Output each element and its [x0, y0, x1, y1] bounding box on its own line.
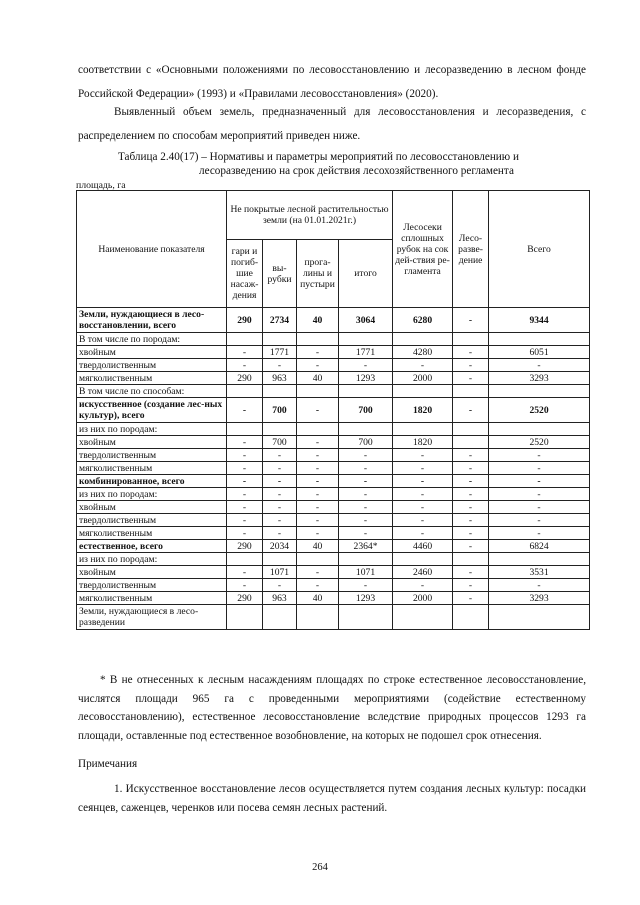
- cell-burnt: 290: [227, 372, 263, 385]
- cell-glades: -: [297, 566, 339, 579]
- cell-clearcuts: -: [393, 359, 453, 372]
- cell-subtotal: 1071: [339, 566, 393, 579]
- cell-subtotal: -: [339, 359, 393, 372]
- cell-glades: 40: [297, 308, 339, 333]
- cell-cuts: [263, 423, 297, 436]
- cell-total: -: [489, 579, 590, 592]
- cell-clearcuts: 4280: [393, 346, 453, 359]
- cell-glades: [297, 605, 339, 630]
- cell-total: 2520: [489, 436, 590, 449]
- cell-total: [489, 605, 590, 630]
- table-caption-line-2: лесоразведению на срок действия лесохозяйственного регламента: [199, 165, 514, 177]
- cell-cuts: [263, 385, 297, 398]
- notes-heading: Примечания: [78, 758, 138, 770]
- cell-subtotal: [339, 333, 393, 346]
- header-burnt: гари и погиб-шие насаж-дения: [227, 240, 263, 308]
- header-total-all: Всего: [489, 191, 590, 308]
- cell-total: [489, 553, 590, 566]
- cell-cuts: -: [263, 488, 297, 501]
- cell-clearcuts: 4460: [393, 540, 453, 553]
- cell-subtotal: [339, 385, 393, 398]
- page-number: 264: [312, 862, 328, 873]
- cell-total: -: [489, 488, 590, 501]
- cell-forest-development: -: [453, 346, 489, 359]
- table-row: [77, 436, 590, 449]
- cell-total: -: [489, 449, 590, 462]
- cell-forest-development: -: [453, 514, 489, 527]
- cell-subtotal: 700: [339, 436, 393, 449]
- table-row: [77, 359, 590, 372]
- cell-subtotal: -: [339, 579, 393, 592]
- cell-clearcuts: 2000: [393, 592, 453, 605]
- cell-burnt: [227, 605, 263, 630]
- row-label: естественное, всего: [77, 540, 227, 553]
- cell-clearcuts: 2460: [393, 566, 453, 579]
- cell-forest-development: -: [453, 372, 489, 385]
- cell-cuts: -: [263, 462, 297, 475]
- cell-clearcuts: 1820: [393, 398, 453, 423]
- cell-cuts: 1071: [263, 566, 297, 579]
- cell-total: 3293: [489, 372, 590, 385]
- cell-forest-development: -: [453, 398, 489, 423]
- cell-subtotal: 3064: [339, 308, 393, 333]
- cell-subtotal: -: [339, 462, 393, 475]
- cell-clearcuts: [393, 385, 453, 398]
- header-name: Наименование показателя: [77, 191, 227, 308]
- cell-forest-development: -: [453, 527, 489, 540]
- cell-glades: 40: [297, 540, 339, 553]
- cell-subtotal: [339, 423, 393, 436]
- row-label: твердолиственным: [77, 359, 227, 372]
- cell-forest-development: [453, 553, 489, 566]
- table-row: [77, 346, 590, 359]
- cell-total: 9344: [489, 308, 590, 333]
- cell-cuts: 963: [263, 592, 297, 605]
- table-row: [77, 372, 590, 385]
- cell-total: -: [489, 462, 590, 475]
- row-label: мягколиственным: [77, 592, 227, 605]
- cell-total: [489, 333, 590, 346]
- cell-clearcuts: -: [393, 501, 453, 514]
- header-group: Не покрытые лесной растительностью земли (на 01.01.2021г.): [227, 191, 393, 240]
- cell-burnt: -: [227, 436, 263, 449]
- cell-burnt: -: [227, 514, 263, 527]
- row-label: твердолиственным: [77, 514, 227, 527]
- cell-glades: -: [297, 488, 339, 501]
- cell-subtotal: -: [339, 527, 393, 540]
- cell-total: -: [489, 359, 590, 372]
- cell-cuts: 2034: [263, 540, 297, 553]
- cell-forest-development: -: [453, 462, 489, 475]
- row-label: В том числе по способам:: [77, 385, 227, 398]
- table-row: [77, 605, 590, 630]
- cell-burnt: 290: [227, 308, 263, 333]
- cell-total: -: [489, 527, 590, 540]
- cell-glades: [297, 553, 339, 566]
- cell-glades: -: [297, 359, 339, 372]
- cell-cuts: [263, 553, 297, 566]
- cell-cuts: -: [263, 579, 297, 592]
- cell-burnt: -: [227, 579, 263, 592]
- cell-glades: -: [297, 398, 339, 423]
- row-label: из них по породам:: [77, 488, 227, 501]
- cell-glades: 40: [297, 592, 339, 605]
- cell-clearcuts: -: [393, 579, 453, 592]
- cell-forest-development: [453, 605, 489, 630]
- cell-forest-development: [453, 436, 489, 449]
- cell-clearcuts: 2000: [393, 372, 453, 385]
- table-caption-line-1: Таблица 2.40(17) – Нормативы и параметры мероприятий по лесовосстановлению и: [118, 151, 519, 163]
- cell-forest-development: -: [453, 592, 489, 605]
- cell-clearcuts: [393, 333, 453, 346]
- cell-glades: -: [297, 462, 339, 475]
- cell-subtotal: [339, 605, 393, 630]
- header-subtotal: итого: [339, 240, 393, 308]
- cell-cuts: -: [263, 475, 297, 488]
- table-row: [77, 308, 590, 333]
- cell-cuts: -: [263, 449, 297, 462]
- table-row: [77, 540, 590, 553]
- cell-burnt: -: [227, 398, 263, 423]
- row-label: из них по породам:: [77, 553, 227, 566]
- cell-cuts: -: [263, 359, 297, 372]
- cell-clearcuts: [393, 423, 453, 436]
- cell-burnt: -: [227, 566, 263, 579]
- cell-subtotal: -: [339, 488, 393, 501]
- cell-cuts: -: [263, 527, 297, 540]
- cell-glades: -: [297, 501, 339, 514]
- cell-subtotal: -: [339, 449, 393, 462]
- header-forest-development: Лесо-разве-дение: [453, 191, 489, 308]
- row-label: твердолиственным: [77, 449, 227, 462]
- table-row: [77, 488, 590, 501]
- cell-subtotal: -: [339, 475, 393, 488]
- table-row: [77, 592, 590, 605]
- cell-glades: [297, 423, 339, 436]
- cell-burnt: -: [227, 527, 263, 540]
- cell-total: [489, 385, 590, 398]
- cell-clearcuts: -: [393, 514, 453, 527]
- cell-burnt: [227, 553, 263, 566]
- cell-total: -: [489, 514, 590, 527]
- cell-cuts: 700: [263, 398, 297, 423]
- table-row: [77, 333, 590, 346]
- header-cuts: вы-рубки: [263, 240, 297, 308]
- cell-subtotal: [339, 553, 393, 566]
- cell-subtotal: 1771: [339, 346, 393, 359]
- cell-burnt: -: [227, 462, 263, 475]
- table-row: [77, 398, 590, 423]
- cell-burnt: -: [227, 449, 263, 462]
- cell-clearcuts: -: [393, 488, 453, 501]
- cell-cuts: [263, 333, 297, 346]
- cell-glades: [297, 385, 339, 398]
- table-caption: [118, 150, 519, 178]
- cell-glades: -: [297, 449, 339, 462]
- cell-clearcuts: -: [393, 475, 453, 488]
- cell-burnt: 290: [227, 592, 263, 605]
- cell-forest-development: -: [453, 501, 489, 514]
- cell-total: -: [489, 475, 590, 488]
- cell-glades: -: [297, 475, 339, 488]
- table-row: [77, 423, 590, 436]
- note-1: 1. Искусственное восстановление лесов осуществляется путем создания лесных культур: посадки сеянцев, саженцев, черенков или посева семян лесных растений.: [78, 783, 586, 814]
- header-clearcuts: Лесосеки сплошных рубок на сок дей-ствия ре-гламента: [393, 191, 453, 308]
- cell-subtotal: -: [339, 501, 393, 514]
- table-row: [77, 385, 590, 398]
- row-label: хвойным: [77, 501, 227, 514]
- table-row: [77, 449, 590, 462]
- cell-forest-development: -: [453, 488, 489, 501]
- cell-burnt: -: [227, 359, 263, 372]
- cell-forest-development: -: [453, 308, 489, 333]
- cell-forest-development: -: [453, 475, 489, 488]
- cell-glades: -: [297, 527, 339, 540]
- row-label: Земли, нуждающиеся в лесо-восстановлении, всего: [77, 308, 227, 333]
- table-unit: площадь, га: [76, 180, 126, 191]
- cell-glades: 40: [297, 372, 339, 385]
- cell-forest-development: -: [453, 449, 489, 462]
- header-glades: прога-лины и пустыри: [297, 240, 339, 308]
- table-row: [77, 579, 590, 592]
- cell-clearcuts: -: [393, 449, 453, 462]
- cell-cuts: 2734: [263, 308, 297, 333]
- cell-burnt: [227, 423, 263, 436]
- table-row: [77, 553, 590, 566]
- cell-forest-development: -: [453, 359, 489, 372]
- cell-forest-development: [453, 423, 489, 436]
- cell-cuts: 1771: [263, 346, 297, 359]
- cell-subtotal: -: [339, 514, 393, 527]
- cell-clearcuts: -: [393, 527, 453, 540]
- cell-cuts: 700: [263, 436, 297, 449]
- cell-clearcuts: 1820: [393, 436, 453, 449]
- body-paragraph-2: Выявленный объем земель, предназначенный для лесовосстановления и лесоразведения, с распределением по способам мероприятий приведен ниже.: [78, 106, 586, 142]
- cell-clearcuts: -: [393, 462, 453, 475]
- cell-total: 3531: [489, 566, 590, 579]
- row-label: мягколиственным: [77, 462, 227, 475]
- row-label: хвойным: [77, 346, 227, 359]
- norms-table: [76, 190, 590, 630]
- row-label: твердолиственным: [77, 579, 227, 592]
- body-paragraph-1: соответствии с «Основными положениями по лесовосстановлению и лесоразведению в лесном фонде Российской Федерации» (1993) и «Правилами лесовосстановления» (2020).: [78, 64, 586, 100]
- cell-forest-development: -: [453, 540, 489, 553]
- cell-glades: -: [297, 514, 339, 527]
- row-label: из них по породам:: [77, 423, 227, 436]
- cell-total: -: [489, 501, 590, 514]
- cell-burnt: 290: [227, 540, 263, 553]
- row-label: Земли, нуждающиеся в лесо-разведении: [77, 605, 227, 630]
- cell-forest-development: [453, 385, 489, 398]
- row-label: хвойным: [77, 566, 227, 579]
- cell-burnt: -: [227, 346, 263, 359]
- row-label: мягколиственным: [77, 372, 227, 385]
- row-label: мягколиственным: [77, 527, 227, 540]
- cell-burnt: [227, 385, 263, 398]
- cell-burnt: -: [227, 488, 263, 501]
- table-row: [77, 475, 590, 488]
- table-row: [77, 501, 590, 514]
- table-row: [77, 514, 590, 527]
- cell-cuts: -: [263, 501, 297, 514]
- cell-glades: [297, 333, 339, 346]
- row-label: искусственное (создание лес-ных культур), всего: [77, 398, 227, 423]
- cell-forest-development: [453, 333, 489, 346]
- cell-cuts: [263, 605, 297, 630]
- cell-forest-development: -: [453, 566, 489, 579]
- table-row: [77, 527, 590, 540]
- cell-burnt: -: [227, 475, 263, 488]
- cell-forest-development: -: [453, 579, 489, 592]
- cell-burnt: -: [227, 501, 263, 514]
- cell-cuts: 963: [263, 372, 297, 385]
- cell-glades: -: [297, 579, 339, 592]
- cell-clearcuts: 6280: [393, 308, 453, 333]
- row-label: комбинированное, всего: [77, 475, 227, 488]
- cell-subtotal: 1293: [339, 372, 393, 385]
- cell-total: 2520: [489, 398, 590, 423]
- row-label: В том числе по породам:: [77, 333, 227, 346]
- cell-subtotal: 1293: [339, 592, 393, 605]
- cell-subtotal: 700: [339, 398, 393, 423]
- cell-total: [489, 423, 590, 436]
- table-row: [77, 462, 590, 475]
- cell-clearcuts: [393, 553, 453, 566]
- cell-cuts: -: [263, 514, 297, 527]
- cell-total: 3293: [489, 592, 590, 605]
- row-label: хвойным: [77, 436, 227, 449]
- cell-glades: -: [297, 436, 339, 449]
- table-row: [77, 566, 590, 579]
- cell-clearcuts: [393, 605, 453, 630]
- cell-burnt: [227, 333, 263, 346]
- cell-total: 6051: [489, 346, 590, 359]
- cell-subtotal: 2364*: [339, 540, 393, 553]
- cell-total: 6824: [489, 540, 590, 553]
- cell-glades: -: [297, 346, 339, 359]
- table-footnote: * В не отнесенных к лесным насаждениям площадях по строке естественное лесовосстановление, числятся площади 965 га с проведенными мероприятиями (содействие естественному лесовосстановлению), естественное лесовосстановление вследствие природных процессов 1293 га площади, оставленные под естественное возобновление, на которых не подошел срок отнесения.: [78, 674, 586, 742]
